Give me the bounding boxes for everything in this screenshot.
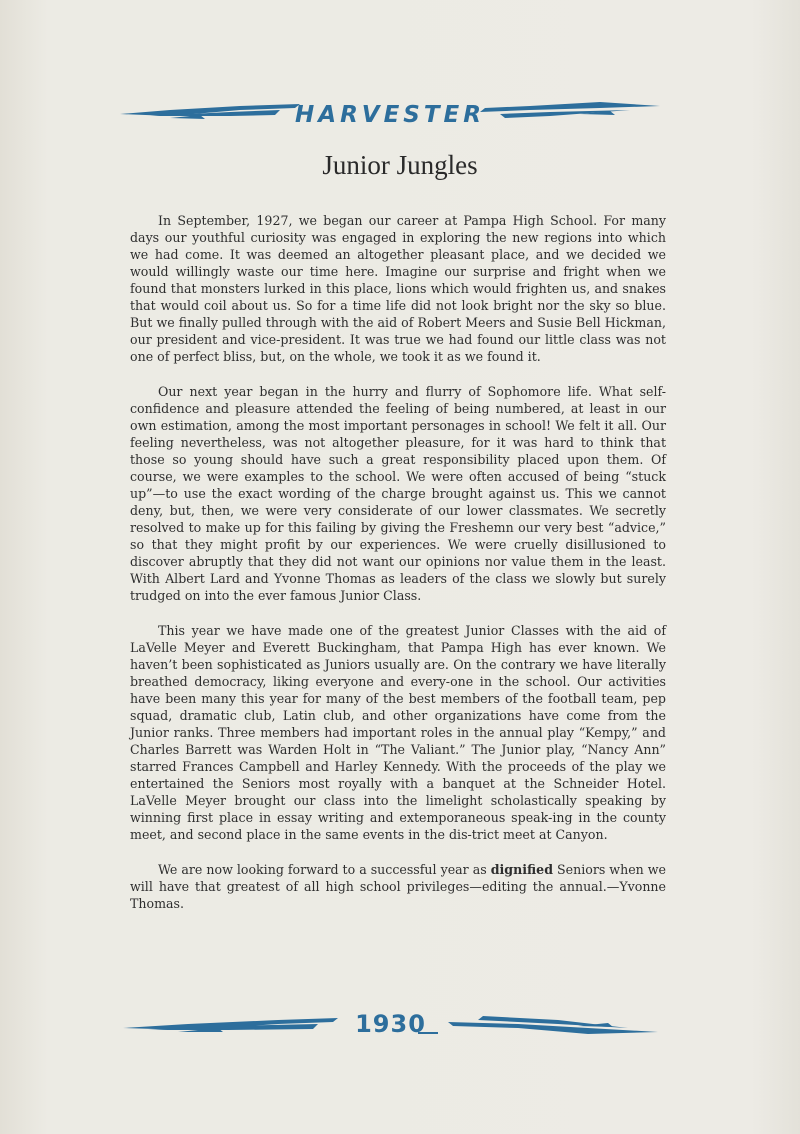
closing-text-start: We are now looking forward to a successful year as: [158, 862, 491, 877]
closing-emphasis: dignified: [490, 862, 553, 877]
page-header: [110, 96, 670, 140]
page-footer: [118, 1004, 663, 1044]
article-body: [130, 212, 666, 930]
closing-text-end: Seniors when we will have that greatest of all high school privileges—editing the annual.—Yvonne Thomas.: [130, 862, 667, 911]
paragraph-3: This year we have made one of the greatest Junior Classes with the aid of LaVelle Meyer and Everett Buckingham, that Pampa High has ever known. We haven’t been sophisticated as Juniors usually are. On the contrary we have literally breathed democracy, liking everyone and every-one in the school. Our activities have been many this year for many of the best members of the football team, pep squad, dramatic club, Latin club, and other organizations have come from the Junior ranks. Three members had important roles in the annual play “Kempy,” and Charles Barrett was Warden Holt in “The Valiant.” The Junior play, “Nancy Ann” starred Frances Campbell and Harley Kennedy. With the proceeds of the play we entertained the Seniors most royally with a banquet at the Schneider Hotel. LaVelle Meyer brought our class into the limelight scholastically speaking by winning first place in essay writing and extemporaneous speak-ing in the county meet, and second place in the same events in the dis-trict meet at Canyon.: [130, 623, 666, 842]
footer-year: 1930: [355, 1010, 426, 1038]
paragraph-2: Our next year began in the hurry and flurry of Sophomore life. What self-confidence and pleasure attended the feeling of being numbered, at least in our own estimation, among the most important personages in school! We felt it all. Our feeling nevertheless, was not altogether pleasure, for it was hard to think that those so young should have such a great responsibility placed upon them. Of course, we were examples to the school. We were often accused of being “stuck up”—to use the exact wording of the charge brought against us. This we cannot deny, but, then, we were very considerate of our lower classmates. We secretly resolved to make up for this failing by giving the Freshemn our very best “advice,” so that they might profit by our experiences. We were cruelly disillusioned to discover abruptly that they did not want our opinions nor value them in the least. With Albert Lard and Yvonne Thomas as leaders of the class we slowly but surely trudged on into the ever famous Junior Class.: [130, 384, 666, 603]
paragraph-closing: [130, 861, 666, 912]
paragraph-1: In September, 1927, we began our career at Pampa High School. For many days our youthful curiosity was engaged in exploring the new regions into which we had come. It was deemed an altogether pleasant place, and we decided we would willingly waste our time here. Imagine our surprise and fright when we found that monsters lurked in this place, lions which would frighten us, and snakes that would coil about us. So for a time life did not look bright nor the sky so blue. But we finally pulled through with the aid of Robert Meers and Susie Bell Hickman, our president and vice-president. It was true we had found our little class was not one of perfect bliss, but, on the whole, we took it as we found it.: [130, 213, 666, 364]
article-title: Junior Jungles: [322, 150, 478, 180]
header-title: HARVESTER: [295, 102, 485, 128]
